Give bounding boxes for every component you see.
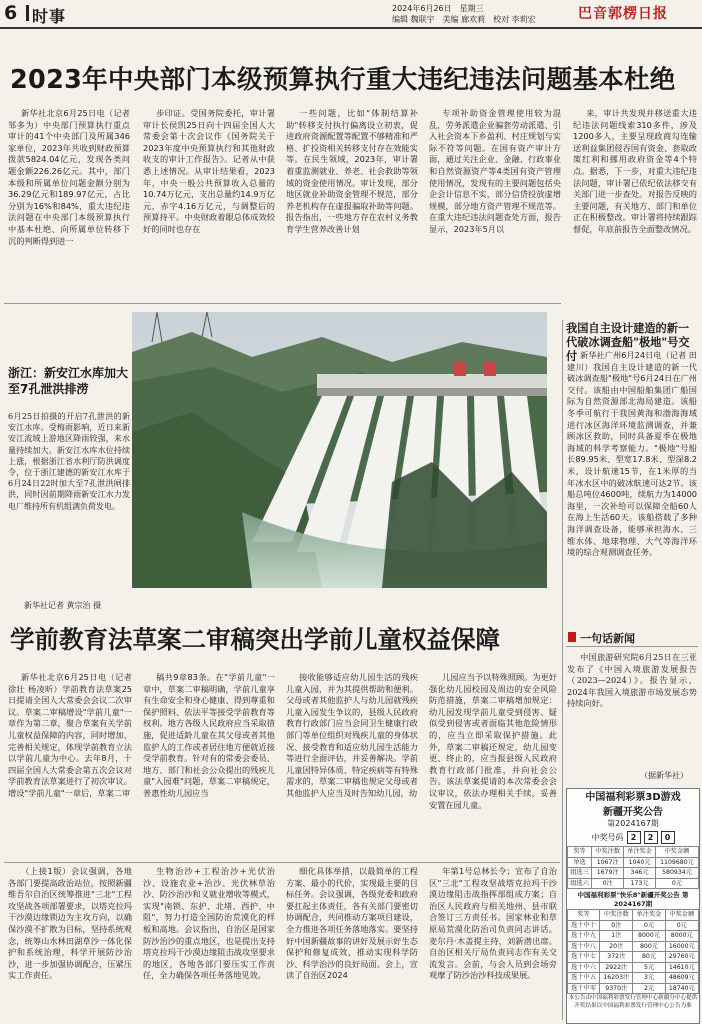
lottery-footer-note: 开奖结果以中国福利彩票发行管理中心公告为准 bbox=[574, 1003, 692, 1009]
table-row: 组选六 0注 173元 0元 bbox=[568, 878, 699, 889]
header-divider bbox=[26, 5, 29, 21]
table-row: 组选三 1679注 346元 580934元 bbox=[568, 868, 699, 879]
side-article-headline: 我国自主设计建造的新一代破冰调查船"极地"号交付 bbox=[566, 322, 690, 363]
article1-col1: 新华社北京6月25日电（记者 邹多为）中央部门预算执行重点审计的41个中央部门及所属346家单位，2023年共收到财政预算拨款5824.04亿元，发现各类问题金额226.26亿元。其中，部门本级和所属单位问题金额分别为36.29亿元和189.97亿元，占比分别为16%和84%，重大违纪违法问题在中央部门本级预算执行中基本杜绝、向所属单位转移下沉的判断得到进一 bbox=[8, 108, 130, 246]
table-row: 选十中零 9370注 2元 18740元 bbox=[568, 983, 699, 994]
brief-credit: （据新华社） bbox=[640, 771, 688, 780]
lottery-box bbox=[566, 788, 700, 1024]
table-row: 单选 1067注 1040元 1109680元 bbox=[568, 857, 699, 868]
article1-bottom-rule bbox=[4, 303, 561, 304]
winning-digit: 2 bbox=[627, 831, 641, 844]
article2-col1: 新华社北京6月25日电（记者 徐壮 杨凌昕）学前教育法草案25日提请全国人大常委会会议二次审议。草案二审稿增设"学前儿童"一章作为第二章，聚合草案有关学前儿童权益保障的内容，同时增加、完善相关规定，体现学前教育立法以学前儿童为中心。去年8月，十四届全国人大常委会第五次会议对学前教育法草案进行了初次审议。增设"学前儿童"一章后，草案二审 bbox=[8, 672, 132, 798]
brief-label: 一句话新闻 bbox=[580, 632, 635, 645]
table-row: 选十中八 20注 800元 16000元 bbox=[568, 941, 699, 952]
article2-col2: 稿共9章83条。在"学前儿童"一章中，草案二审稿明确，学前儿童享有生命安全和身心健康、得到尊重和保护照料、依法平等接受学前教育等权利。地方各级人民政府应当采取措施，促进适龄儿童在其父母或者其他监护人的工作或者居住地方便就近接受学前教育。针对有的常委会委员、地方、部门和社会公众提出的残疾儿童"入园难"问题，草案二审稿规定，普惠性幼儿园应当 bbox=[143, 672, 275, 798]
lottery-table-kl8 bbox=[567, 909, 699, 994]
table-row: 选十中九 1注 8000元 8000元 bbox=[568, 931, 699, 942]
article3-col1: （上接1版）会议强调，各地各部门要提高政治站位，按照新疆维吾尔自治区统筹推进"三北"工程攻坚战各项部署要求，以塔克拉玛干沙漠边缘锁边为主攻方向，以确保沙漠不扩散为目标，坚持系统观念，统筹山水林田湖草沙一体化保护和系统治理，科学开展防沙治沙，进一步加强协调配合，压紧压实工作责任。 bbox=[8, 866, 132, 981]
newspaper-logo: 巴音郭楞日报 bbox=[578, 6, 668, 22]
article1-col4: 专项补助资金管理使用较为混乱，劳务派遣企业骗套劳动派遣、引入社会资本下乡盈利、村庄规划与实际不符等问题。在国有资产审计方面，通过关注企业、金融、行政事业和自然资源资产等4类国有资产管理使用情况，发现有的主要问题包括央企会计信息不实，部分信贷投放虚增规模，部分地方资产管理不规范等。在重大违纪违法问题查处方面，报告显示，2023年5月以 bbox=[429, 108, 561, 234]
staff-line: 编辑 魏联宇 美编 廊欢莉 校对 李莉宏 bbox=[392, 15, 536, 24]
lottery-issue: 第2024167期 bbox=[607, 819, 659, 828]
brief-rule bbox=[566, 646, 698, 647]
article2-col4: 儿园应当予以特殊照顾。为更好强化幼儿园校园及周边的安全风险防范措施，草案二审稿增加规定：幼儿园发现学前儿童受到侵害、疑似受到侵害或者面临其他危险情形的，应当立即采取保护措施。此外，草案二审稿还规定，幼儿园变更、终止的，应当报县级人民政府教育行政部门批准，并向社会公告。该法草案提请的本次常委会会议审议，依法办理相关手续，妥善安置在园儿童。 bbox=[429, 672, 557, 810]
side-divider bbox=[562, 320, 563, 1020]
side-article-body: 新华社广州6月24日电（记者 田建川）我国自主设计建造的新一代破冰调查船"极地"号6月24日在广州交付。该船由中国船舶集团广船国际为自然资源部北海局建造。该船冬季可航行于我国黄海和渤海海域进行冰区海洋环境监测调查，并兼顾冰区救助，同时具备夏季在极地海域的科学考察能力。"极地"号船长89.95米、型宽17.8米、型深8.2米，设计航速15节，在1米厚的当年冰水区中的破冰航速可达2节。该船总吨位4600吨，续航力为14000海里，一次补给可以保障全船60人在海上生活60天。该船搭载了多种海洋调查设备，能够承担海水、三维水体、地球物理、大气等海洋环境的综合观测调查任务。 bbox=[567, 350, 697, 558]
article2-col3: 接收能够适应幼儿园生活的残疾儿童入园，并为其提供帮助和便利。父母或者其他监护人与幼儿园就残疾儿童入园发生争议的，县级人民政府教育行政部门应当会同卫生健康行政部门等单位组织对残疾儿童的身体状况、接受教育和适应幼儿园生活能力等进行全面评估，并妥善解决。学前儿童因特异体质、特定疾病等有特殊需求的，草案二审稿也规定父母或者其他监护人应当及时告知幼儿园，幼 bbox=[286, 672, 418, 798]
photo-credit: 新华社记者 黄宗治 摄 bbox=[24, 601, 102, 610]
table-row: 选十中七 372注 80元 29760元 bbox=[568, 952, 699, 963]
lottery-table-3d bbox=[567, 846, 699, 889]
lottery-title: 中国福利彩票3D游戏 bbox=[585, 792, 681, 803]
winning-label: 中奖号码 bbox=[591, 833, 624, 842]
article3-col3: 细化具体举措，以最简单的工程方案、最小的代价，实现最主要的目标任务。会议强调，各级党委和政府要扛起主体责任，各有关部门要密切协调配合，共同推动方案项目建设，全力推进各项任务落地落实。要坚持好中国新疆故事的讲好及展示好生态保护和修复成效，推动实现科学防沙、科学治沙的良好局面。会上，宣读了自治区2024 bbox=[286, 866, 418, 981]
section-name: 时事 bbox=[32, 7, 67, 26]
lottery-footer: 本公告由中国福利彩票发行管理中心新疆分中心提供 bbox=[568, 995, 698, 1001]
winning-numbers bbox=[567, 831, 699, 844]
photo-caption-body: 6月25日拍摄的开启7孔泄洪的新安江水库。受梅雨影响，近日来新安江流域上游地区降雨较强，来水量持续加大。新安江水库水位持续上涨，根据浙江省水利厅防洪调度令，位于浙江建德的新安江水库于6月24日22时加大至7孔泄洪闸排洪，同时因前期降雨新安江水力发电厂维持所有机组满负荷发电。 bbox=[8, 412, 130, 511]
photo-caption-title: 浙江：新安江水库加大至7孔泄洪排涝 bbox=[8, 366, 129, 396]
table-row: 选十中五 16203注 3元 48609元 bbox=[568, 973, 699, 984]
article1-col5: 来，审计共发现并移送重大违纪违法问题线索310多件，涉及1200多人，主要呈现政商勾连输送利益集团侵吞国有资金、套取政策红利和挪用政府资金等4个特点。据悉，下一步，对重大违纪违法问题，审计署已依纪依法移交有关部门进一步查处。对报告反映的主要问题，有关地方、部门和单位正在积极整改。审计署将持续跟踪督促，年底前报告全面整改情况。 bbox=[573, 108, 697, 234]
article1-col3: 一些问题，比如"体制结算补助"转移支付执行偏离设立初衷，促进政府资源配置等配置不够精准和严格、扩投资相关转移支付存在效能实等。在民生领域，2023年，审计署着重监测就业、养老、社会救助等领域的资金使用情况。审计发现，部分地区就业补助资金管理不规范，部分养老机构存在虚报骗取补助等问题。报告指出，一些地方存在农村义务教育学生营养改善计划 bbox=[286, 108, 418, 234]
article1-headline: 2023年中央部门本级预算执行重大违纪违法问题基本杜绝 bbox=[10, 65, 676, 95]
article1-col2: 步印证。受国务院委托，审计署审计长侯凯25日向十四届全国人大常委会第十次会议作《国务院关于2023年度中央预算执行和其他财政收支的审计工作报告》。记者从中获悉上述情况。从审计结果看，2023年，中央一般公共预算收入总量的10.74万亿元，支出总量约14.9万亿元，赤字4.16万亿元，与调整后的预算持平。中央财政着眼总体成效较好的同时也存在 bbox=[143, 108, 275, 234]
article2-headline: 学前教育法草案二审稿突出学前儿童权益保障 bbox=[10, 625, 500, 654]
table-row: 选十中十 0注 0元 0元 bbox=[568, 920, 699, 931]
winning-digit: 2 bbox=[644, 831, 658, 844]
kl8-title: 中国福利彩票"快乐8"新疆开奖公告 第2024167期 bbox=[577, 891, 689, 908]
article3-col2: 生物治沙+工程治沙+光伏治沙、设施农业+治沙、光伏林草治沙、防沙治沙和义就业增收等模式，实现"南锁、东护、北堵、西护、中阻"，努力打造全国防治荒漠化的样板和高地。会议指出，自治区是国家防沙治沙的重点地区，也是提出支持塔克拉玛干沙漠边缘阻击战攻坚要求的地区，各地各部门要压实工作责任，全力确保各项任务落地见效。 bbox=[143, 866, 275, 981]
issue-date: 2024年6月26日 星期三 bbox=[392, 4, 484, 13]
dam-photo bbox=[132, 312, 547, 588]
winning-digit: 0 bbox=[661, 831, 675, 844]
header-rule bbox=[0, 27, 702, 29]
article2-bottom-rule bbox=[4, 862, 560, 863]
table-header-row: 奖等 中奖注数 单注奖金 中奖金额 bbox=[568, 847, 699, 858]
lottery-subtitle: 新疆开奖公告 bbox=[603, 807, 663, 818]
page-number: 6 bbox=[4, 2, 18, 24]
table-row: 选十中六 2922注 5元 14610元 bbox=[568, 962, 699, 973]
article3-col4: 年第1号总林长令；宣布了自治区"三北"工程攻坚战塔克拉玛干沙漠边缘阻击战指挥部组成方案；自治区人民政府与相关地州、县市联合签订三方责任书。国家林业和草原局荒漠化防治司负责同志讲话。麦尔丹·木盖提主持，刘新潜出席。自治区相关厅局负责同志作有关交流发言。会前，与会人员到会场旁观摩了防沙治沙科技成果展。 bbox=[429, 866, 557, 981]
table-header-row: 奖等 中奖注数 单注奖金 中奖金额 bbox=[568, 910, 699, 921]
brief-body: 中国旅游研究院6月25日在三亚发布了《中国入境旅游发展报告（2023—2024）》。报告显示，2024年我国入境旅游市场发展态势持续向好。 bbox=[567, 652, 697, 709]
